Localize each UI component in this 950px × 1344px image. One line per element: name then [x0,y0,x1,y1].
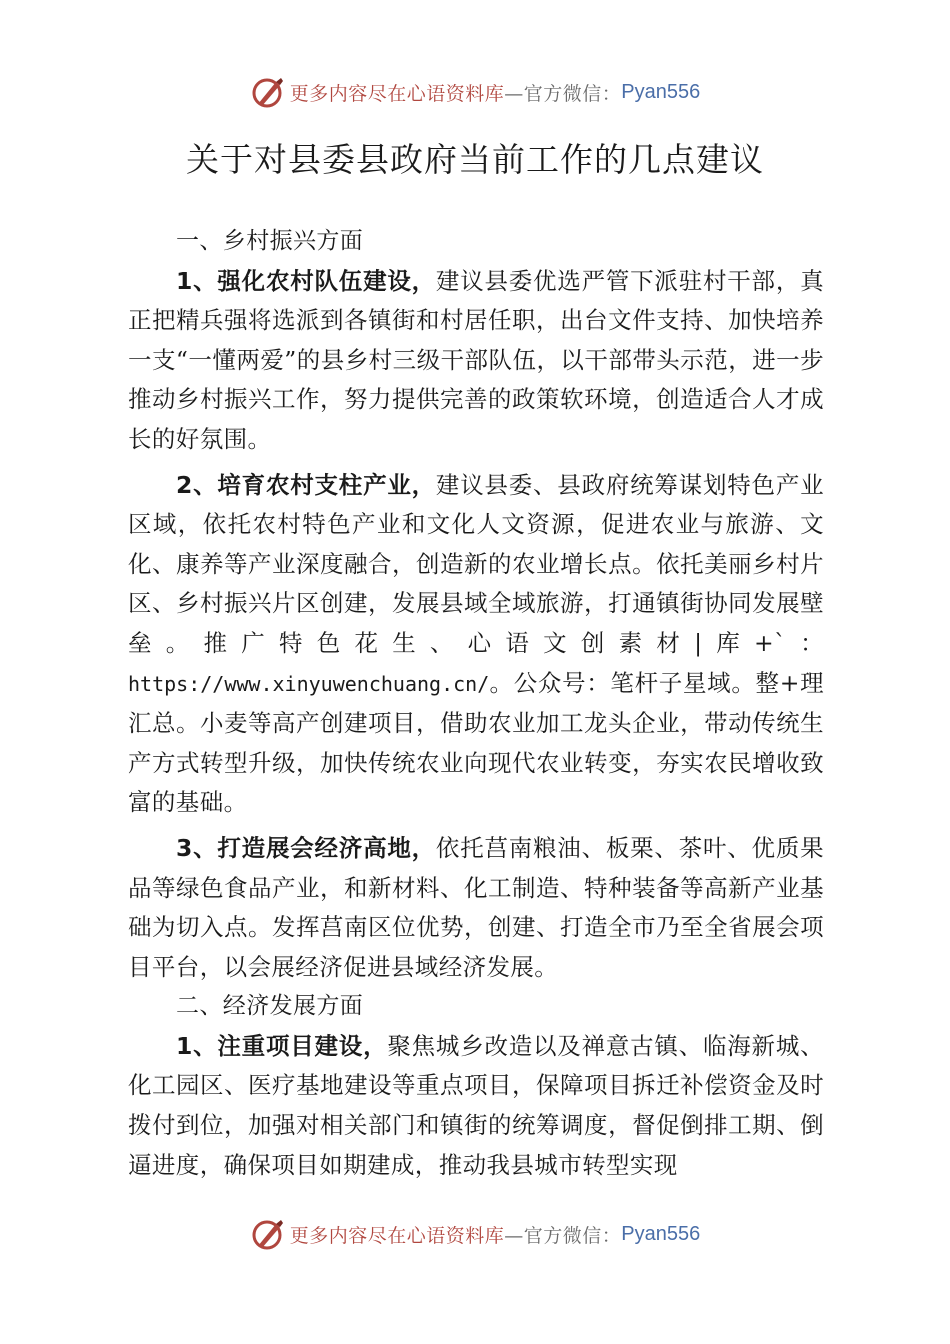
pen-logo-icon [250,1216,286,1252]
paragraph-text: 依托莒南粮油、板栗、茶叶、优质果品等绿色食品产业，和新材料、化工制造、特种装备等高新产业基础为切入点。发挥莒南区位优势，创建、打造全市乃至全省展会项目平台，以会展经济促进县域经济发展。 [128,833,824,981]
banner-wechat-id: Pyan556 [621,1222,701,1245]
paragraph [128,466,824,823]
header-banner [0,72,950,112]
website-url: https://www.xinyuwenchuang.cn/ [128,671,490,696]
paragraph-text: 建议县委、县政府统筹谋划特色产业区域，依托农村特色产业和文化人文资源，促进农业与旅游、文化、康养等产业深度融合，创造新的农业增长点。依托美丽乡村片区、乡村振兴片区创建，发展县域全域旅游，打通镇街协同发展壁垒。推广特色花生、心语文创素材|库+`： [128,470,824,657]
paragraph [128,829,824,987]
paragraph [128,262,824,460]
paragraph-lead: 2、培育农村支柱产业， [176,470,436,499]
banner-contact-label: —官方微信： [504,1224,622,1247]
document-title: 关于对县委县政府当前工作的几点建议 [186,140,764,179]
banner-contact-label: —官方微信： [504,82,622,105]
paragraph-text: 聚焦城乡改造以及禅意古镇、临海新城、化工园区、医疗基地建设等重点项目，保障项目拆迁补偿资金及时拨付到位，加强对相关部门和镇街的统筹调度，督促倒排工期、倒逼进度，确保项目如期建成，推动我县城市转型实现 [128,1031,824,1179]
banner-wechat-id: Pyan556 [621,80,701,103]
document-body [128,222,824,1185]
banner-slogan: 更多内容尽在心语资料库 [289,82,505,105]
paragraph-lead: 1、强化农村队伍建设， [176,266,436,295]
section-heading: 一、乡村振兴方面 [176,228,364,254]
footer-banner [0,1214,950,1254]
paragraph-lead: 3、打造展会经济高地， [176,833,436,862]
section-heading: 二、经济发展方面 [176,993,364,1020]
paragraph-text: 建议县委优选严管下派驻村干部，真正把精兵强将选派到各镇街和村居任职，出台文件支持、加快培养一支“一懂两爱”的县乡村三级干部队伍，以干部带头示范，进一步推动乡村振兴工作，努力提供完善的政策软环境，创造适合人才成长的好氛围。 [128,266,824,453]
paragraph-lead: 1、注重项目建设， [176,1031,388,1060]
pen-logo-icon [250,74,286,110]
banner-slogan: 更多内容尽在心语资料库 [289,1224,505,1247]
paragraph-text-continued: 。公众号：笔杆子星域。整+理汇总。小麦等高产创建项目，借助农业加工龙头企业，带动传统生产方式转型升级，加快传统农业向现代农业转变，夯实农民增收致富的基础。 [128,668,824,817]
paragraph [128,1027,824,1185]
